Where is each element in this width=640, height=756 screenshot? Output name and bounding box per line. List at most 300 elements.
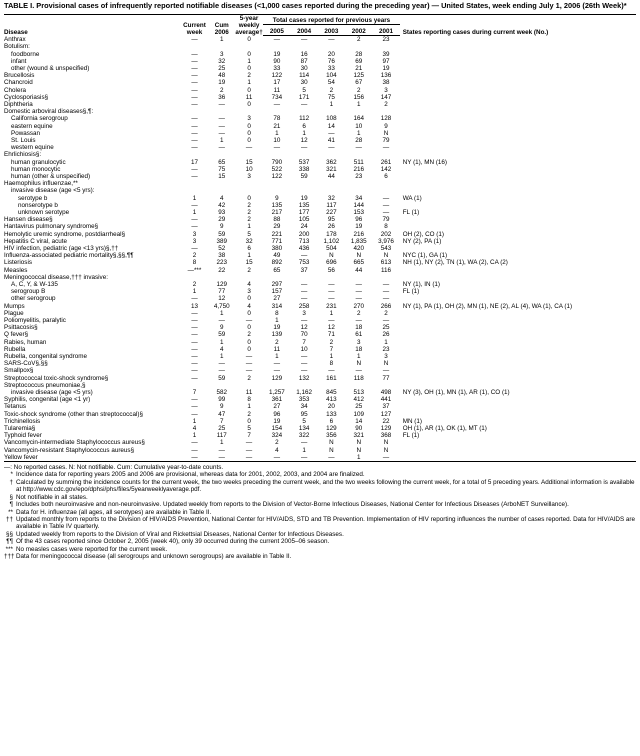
count-cell: 75 [218, 165, 226, 173]
states-reporting [400, 65, 636, 72]
disease-name: Streptococcal toxic-shock syndrome§ [4, 374, 109, 382]
count-cell [263, 108, 290, 115]
count-cell: 412 [353, 396, 364, 404]
count-cell: 2 [247, 266, 251, 274]
footnote [4, 546, 636, 553]
count-cell: 87 [300, 57, 308, 65]
table-row [4, 43, 636, 50]
count-cell: 338 [298, 165, 310, 173]
table-row [4, 447, 636, 454]
disease-name: Streptococcus pneumoniae,§ [4, 381, 86, 389]
count-cell: — [301, 360, 308, 368]
count-cell: 67 [355, 79, 363, 87]
footnote-marker: * [10, 471, 13, 479]
states-reporting [400, 295, 636, 302]
count-cell: — [273, 100, 281, 108]
count-cell: 324 [271, 432, 283, 440]
count-cell: 353 [298, 396, 310, 404]
document-page [4, 0, 636, 560]
states-reporting: WA (1) [402, 194, 422, 202]
footnote-text: Data for H. influenzae (all ages, all serotypes) are available in Table II. [16, 508, 212, 516]
table-row [4, 159, 636, 166]
count-cell: 38 [382, 79, 390, 87]
table-row [4, 36, 636, 44]
footnote-text: Incidence data for reporting years 2005 and 2006 are provisional, whereas data for 2001, 2002, 2003, and 2004 are finalized. [16, 471, 365, 479]
count-cell: 26 [327, 223, 335, 231]
states-reporting [400, 202, 636, 209]
count-cell: — [191, 144, 198, 152]
count-cell: 48 [218, 72, 226, 80]
count-cell: — [301, 144, 308, 152]
count-cell: 1 [220, 136, 224, 144]
count-cell: 321 [326, 165, 337, 173]
count-cell: — [218, 115, 225, 123]
count-cell: 108 [326, 115, 337, 123]
disease-name: Chancroid [4, 79, 33, 87]
table-row [4, 130, 636, 137]
count-cell: 221 [271, 230, 283, 238]
count-cell [209, 187, 235, 194]
states-reporting [400, 317, 636, 324]
count-cell: 4,750 [213, 302, 230, 310]
states-reporting: NY (1), IN (1) [402, 281, 441, 288]
count-cell [235, 43, 263, 50]
disease-name: Vancomycin-intermediate Staphylococcus aureus§ [4, 439, 145, 447]
count-cell: 104 [326, 72, 337, 80]
count-cell: — [273, 36, 281, 44]
count-cell: 734 [271, 93, 283, 101]
count-cell: 1 [329, 309, 334, 317]
count-cell: 15 [245, 259, 253, 267]
count-cell: — [191, 172, 198, 180]
count-cell: 61 [355, 331, 363, 339]
count-cell: 129 [380, 425, 392, 433]
header-five-year-average: 5-year weekly average† [235, 14, 263, 36]
count-cell: 223 [216, 259, 228, 267]
states-reporting [400, 274, 636, 281]
table-row [4, 259, 636, 266]
count-cell: — [218, 446, 225, 454]
count-cell: — [328, 295, 335, 303]
disease-name: other serogroup [11, 295, 56, 303]
count-cell: 79 [382, 216, 390, 224]
count-cell: — [191, 338, 198, 346]
count-cell: 139 [271, 331, 283, 339]
count-cell: 24 [300, 223, 308, 231]
states-reporting: OH (2), CO (1) [402, 230, 444, 238]
disease-name: Brucellosis [4, 72, 35, 80]
count-cell: 12 [300, 324, 308, 332]
count-cell: — [218, 100, 225, 108]
count-cell: 3 [247, 172, 251, 180]
count-cell [263, 274, 290, 281]
table-row [4, 389, 636, 396]
count-cell: 93 [218, 208, 226, 216]
count-cell: 1 [275, 317, 279, 325]
count-cell: — [191, 93, 198, 101]
count-cell: — [301, 252, 308, 260]
disease-name: Psittacosis§ [4, 324, 38, 332]
count-cell: N [356, 360, 361, 368]
count-cell: 11 [273, 86, 281, 94]
count-cell: 1 [192, 432, 197, 440]
count-cell: — [209, 454, 235, 462]
count-cell: 216 [353, 165, 364, 173]
count-cell: 10 [300, 345, 308, 353]
count-cell: 7 [192, 389, 197, 397]
count-cell: 178 [326, 230, 337, 238]
disease-name: Toxic-shock syndrome (other than streptococcal)§ [4, 410, 143, 418]
count-cell: 4 [275, 446, 279, 454]
states-reporting [400, 123, 636, 130]
count-cell: 164 [353, 115, 364, 123]
count-cell [318, 187, 345, 194]
disease-name: invasive disease (age <5 yrs) [11, 389, 93, 397]
count-cell: 39 [382, 50, 390, 58]
count-cell: 2 [329, 86, 334, 94]
table-body [4, 36, 636, 462]
disease-name: Vancomycin-resistant Staphylococcus aureus§ [4, 446, 135, 454]
count-cell: 0 [247, 122, 251, 130]
count-cell: — [372, 454, 399, 462]
count-cell: 0 [247, 295, 251, 303]
states-reporting [400, 331, 636, 338]
footnote [4, 479, 636, 494]
count-cell: — [191, 129, 198, 137]
count-cell [291, 274, 318, 281]
count-cell: 77 [382, 374, 390, 382]
count-cell: 125 [353, 72, 364, 80]
table-row [4, 411, 636, 418]
count-cell: 2 [247, 72, 251, 80]
disease-name: Hepatitis C viral, acute [4, 237, 67, 245]
count-cell: 1,835 [350, 237, 367, 245]
count-cell: 25 [382, 324, 390, 332]
count-cell: 71 [327, 331, 335, 339]
count-cell: 1 [247, 79, 251, 87]
count-cell: 4 [220, 194, 224, 202]
count-cell: N [329, 439, 334, 447]
count-cell: 88 [273, 216, 281, 224]
count-cell: N [356, 446, 361, 454]
count-cell: 1 [192, 194, 197, 202]
count-cell: — [218, 144, 225, 152]
count-cell: 23 [355, 172, 363, 180]
count-cell: — [382, 281, 390, 288]
count-cell: — [191, 317, 198, 325]
count-cell: N [383, 360, 389, 368]
count-cell: N [356, 252, 361, 260]
count-cell: 362 [326, 158, 337, 166]
footnote-marker: ††† [4, 552, 15, 560]
count-cell: — [301, 367, 308, 375]
states-reporting [400, 403, 636, 410]
table-row [4, 324, 636, 331]
count-cell [235, 180, 263, 187]
count-cell [209, 43, 235, 50]
count-cell: 0 [247, 324, 251, 332]
states-reporting [400, 43, 636, 50]
footnote [4, 501, 636, 508]
header-current-week: Current week [180, 14, 208, 36]
table-row [4, 79, 636, 86]
count-cell: 1 [275, 353, 279, 361]
table-row [4, 382, 636, 389]
count-cell: 20 [327, 403, 335, 411]
states-reporting [400, 144, 636, 151]
count-cell: 2 [247, 410, 251, 418]
count-cell: — [191, 165, 198, 173]
count-cell: 14 [327, 122, 335, 130]
count-cell: — [191, 216, 198, 224]
count-cell: 2 [384, 100, 388, 108]
table-row [4, 439, 636, 446]
count-cell: 696 [326, 259, 337, 267]
count-cell: 75 [327, 93, 335, 101]
count-cell: 3 [247, 115, 251, 123]
count-cell: 892 [271, 259, 283, 267]
table-row [4, 65, 636, 72]
disease-table [4, 14, 636, 462]
states-reporting [400, 151, 636, 158]
states-reporting [400, 411, 636, 418]
count-cell: — [180, 454, 208, 462]
count-cell: 258 [298, 302, 310, 310]
header-states: States reporting cases during current week (No.) [400, 14, 636, 36]
header-year: 2002 [345, 25, 372, 36]
count-cell [180, 382, 208, 389]
table-title: TABLE I. Provisional cases of infrequently reported notifiable diseases (<1,000 cases reported during the preceding year) — United States, week ending July 1, 2006 (26th Week)* [4, 1, 627, 10]
count-cell: — [382, 317, 390, 325]
count-cell: — [191, 223, 198, 231]
count-cell: 9 [275, 194, 279, 202]
count-cell: 19 [382, 64, 390, 72]
count-cell: — [191, 446, 198, 454]
count-cell [209, 151, 235, 158]
count-cell: 52 [218, 244, 226, 252]
disease-name: Tetanus [4, 403, 27, 411]
count-cell: 32 [245, 237, 253, 245]
count-cell: 361 [271, 396, 283, 404]
count-cell: — [245, 144, 253, 152]
count-cell: 266 [380, 302, 392, 310]
count-cell: 753 [298, 259, 310, 267]
table-row [4, 151, 636, 158]
count-cell: 156 [353, 93, 364, 101]
header-year: 2005 [263, 25, 290, 36]
count-cell: 3 [247, 288, 251, 296]
count-cell: — [245, 353, 253, 361]
count-cell [318, 274, 345, 281]
count-cell [372, 151, 399, 158]
states-reporting: FL (1) [402, 432, 420, 440]
count-cell: 0 [247, 50, 251, 58]
count-cell: 54 [327, 79, 335, 87]
count-cell: 37 [382, 403, 390, 411]
count-cell: 1 [302, 129, 306, 137]
count-cell: 177 [298, 208, 310, 216]
disease-name: invasive disease (age <5 yrs): [11, 187, 95, 195]
count-cell: 8 [275, 309, 279, 317]
table-row [4, 51, 636, 58]
count-cell: 498 [380, 389, 392, 397]
count-cell: 34 [355, 194, 363, 202]
count-cell: N [329, 446, 334, 454]
count-cell: 90 [355, 425, 363, 433]
footnote-text: Includes both neuroinvasive and non-neuroinvasive. Updated weekly from reports to the Division of Vector-Borne Infectious Diseases, National Center for Infectious Diseases (ArboNET Surveillance). [16, 501, 569, 509]
count-cell: 1 [247, 223, 251, 231]
table-row [4, 166, 636, 173]
count-cell [291, 382, 318, 389]
table-row [4, 267, 636, 274]
count-cell: — [235, 454, 263, 462]
footnote-marker: §§ [5, 530, 13, 538]
disease-name: Haemophilus influenzae,** [4, 180, 78, 188]
disease-name: Rubella, congenital syndrome [4, 353, 87, 361]
count-cell [235, 108, 263, 115]
table-row [4, 238, 636, 245]
count-cell: 1 [247, 57, 251, 65]
states-reporting [400, 324, 636, 331]
table-row [4, 317, 636, 324]
count-cell: 59 [218, 374, 226, 382]
count-cell: 59 [218, 331, 226, 339]
count-cell: 29 [218, 216, 226, 224]
count-cell: 122 [271, 172, 283, 180]
count-cell: 41 [327, 136, 335, 144]
count-cell: 127 [380, 410, 392, 418]
count-cell: — [191, 72, 198, 80]
count-cell [209, 382, 235, 389]
count-cell: 6 [384, 172, 388, 180]
count-cell: 8 [192, 259, 197, 267]
count-cell: — [191, 201, 198, 209]
count-cell: 116 [381, 266, 392, 274]
count-cell: 11 [245, 93, 253, 101]
count-cell: 9 [220, 223, 224, 231]
count-cell: — [191, 360, 198, 368]
count-cell: 0 [247, 345, 251, 353]
states-reporting: NYC (1), GA (1) [402, 252, 448, 260]
count-cell: 153 [353, 208, 364, 216]
count-cell: 30 [300, 79, 308, 87]
count-cell: 27 [273, 295, 281, 303]
count-cell [291, 180, 318, 187]
count-cell: 845 [326, 389, 337, 397]
disease-name: Powassan [11, 129, 41, 137]
disease-name: human (other & unspecified) [11, 172, 91, 180]
count-cell: 142 [380, 165, 392, 173]
count-cell: 114 [299, 72, 310, 80]
footnote-marker: ¶¶ [6, 538, 13, 546]
table-row [4, 353, 636, 360]
states-reporting [400, 339, 636, 346]
count-cell: N [329, 252, 334, 260]
table-row [4, 432, 636, 439]
states-reporting [400, 115, 636, 122]
count-cell: — [382, 144, 390, 152]
count-cell: 314 [271, 302, 283, 310]
count-cell: 33 [327, 64, 335, 72]
count-cell: — [191, 367, 198, 375]
count-cell: 7 [247, 432, 251, 440]
count-cell: — [382, 194, 390, 202]
count-cell: 231 [326, 302, 337, 310]
states-reporting [400, 51, 636, 58]
table-row [4, 94, 636, 101]
count-cell: — [191, 309, 198, 317]
count-cell: 23 [382, 36, 390, 44]
count-cell: 32 [327, 194, 335, 202]
footnote-marker: † [9, 478, 13, 486]
table-row [4, 396, 636, 403]
count-cell: — [218, 360, 225, 368]
table-row [4, 195, 636, 202]
footnote-text: Not notifiable in all states. [16, 493, 88, 501]
count-cell: N [383, 439, 389, 447]
count-cell: — [328, 367, 335, 375]
count-cell: 147 [380, 93, 392, 101]
count-cell [180, 43, 208, 50]
count-cell: 33 [273, 64, 281, 72]
disease-name: Typhoid fever [4, 432, 42, 440]
table-row [4, 137, 636, 144]
count-cell: — [191, 86, 198, 94]
count-cell: 270 [353, 302, 364, 310]
count-cell: 2 [247, 201, 251, 209]
table-row [4, 180, 636, 187]
count-cell: 144 [353, 201, 364, 209]
states-reporting: NY (1), PA (1), OH (2), MN (1), NE (2), AL (4), WA (1), CA (1) [402, 302, 573, 310]
count-cell [345, 43, 372, 50]
count-cell: 14 [355, 417, 363, 425]
count-cell: — [301, 36, 308, 44]
states-reporting [400, 353, 636, 360]
count-cell: — [291, 454, 318, 462]
count-cell: 1,257 [268, 389, 285, 397]
disease-name: Plague [4, 309, 24, 317]
count-cell: 129 [326, 425, 337, 433]
count-cell: 25 [218, 425, 226, 433]
states-reporting [400, 187, 636, 194]
count-cell: N [383, 129, 389, 137]
count-cell [345, 108, 372, 115]
count-cell: 2 [192, 252, 197, 260]
footnote-list [4, 471, 636, 560]
table-row [4, 101, 636, 108]
count-cell: N [383, 252, 389, 260]
count-cell: 0 [247, 136, 251, 144]
count-cell [291, 151, 318, 158]
count-cell: 99 [218, 396, 226, 404]
table-row [4, 310, 636, 317]
count-cell [235, 151, 263, 158]
footnote-text: Data for meningococcal disease (all serogroups and unknown serogroups) are available in Table II. [16, 552, 292, 560]
count-cell: 4 [220, 345, 224, 353]
disease-name: Rubella [4, 345, 26, 353]
states-reporting [400, 439, 636, 446]
count-cell: 1 [192, 417, 197, 425]
count-cell: 2 [247, 216, 251, 224]
disease-name: Trichinellosis [4, 417, 41, 425]
table-row [4, 108, 636, 115]
count-cell: — [191, 122, 198, 130]
count-cell: 21 [355, 64, 363, 72]
count-cell: — [382, 208, 390, 216]
count-cell [263, 43, 290, 50]
count-cell: — [191, 374, 198, 382]
header-year: 2001 [372, 25, 399, 36]
